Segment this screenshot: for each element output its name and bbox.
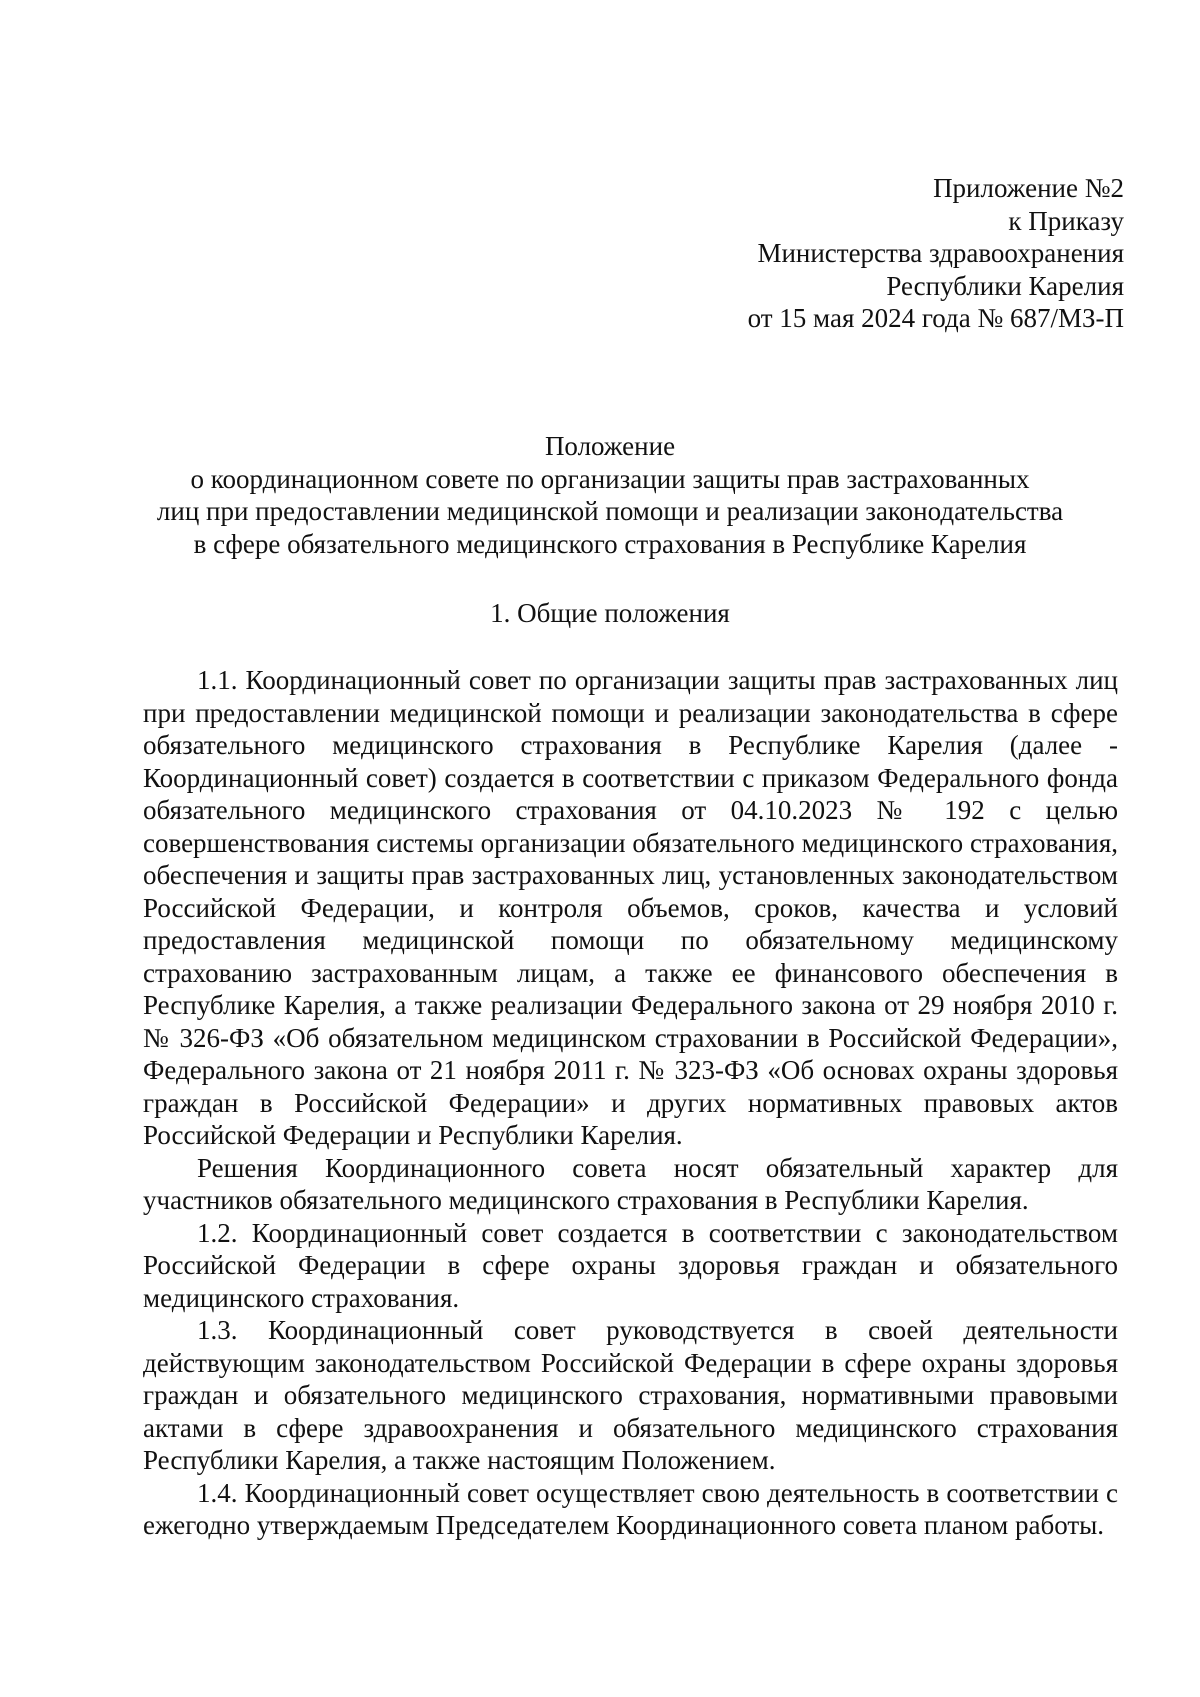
title-line-2: о координационном совете по организации защиты прав застрахованных	[190, 463, 1030, 494]
appendix-region: Республики Карелия	[886, 270, 1124, 301]
appendix-number: Приложение №2	[933, 173, 1124, 203]
appendix-date-number: от 15 мая 2024 года № 687/МЗ-П	[747, 303, 1124, 333]
title-line-3: лиц при предоставлении медицинской помощи и реализации законодательства	[156, 496, 1064, 526]
paragraph-1-4: 1.4. Координационный совет осуществляет свою деятельность в соответствии с ежегодно утверждаемым Председателем Координационного совета планом работы.	[143, 1477, 1118, 1540]
appendix-ministry: Министерства здравоохранения	[757, 238, 1124, 268]
appendix-block	[504, 172, 1124, 335]
paragraph-1-2: 1.2. Координационный совет создается в соответствии с законодательством Российской Федерации в сфере охраны здоровья граждан и обязательного медицинского страхования.	[143, 1217, 1118, 1313]
document-title	[100, 430, 1120, 560]
section-heading: 1. Общие положения	[490, 598, 730, 628]
appendix-order-ref: к Приказу	[1008, 205, 1124, 236]
paragraph-1-1-decisions: Решения Координационного совета носят обязательный характер для участников обязательного медицинского страхования в Республики Карелия.	[143, 1152, 1118, 1215]
title-line-4: в сфере обязательного медицинского страхования в Республике Карелия	[193, 528, 1027, 559]
paragraph-1-1: 1.1. Координационный совет по организации защиты прав застрахованных лиц при предоставлении медицинской помощи и реализации законодательства в сфере обязательного медицинского страхования в Республике Карелия (далее - Координационный совет) создается в соответствии с приказом Федерального фонда обязательного медицинского страхования от 04.10.2023 № 192 с целью совершенствования системы организации обязательного медицинского страхования, обеспечения и защиты прав застрахованных лиц, установленных законодательством Российской Федерации, и контроля объемов, сроков, качества и условий предоставления медицинской помощи по обязательному медицинскому страхованию застрахованным лицам, а также ее финансового обеспечения в Республике Карелия, а также реализации Федерального закона от 29 ноября 2010 г. № 326-ФЗ «Об обязательном медицинском страховании в Российской Федерации», Федерального закона от 21 ноября 2011 г. № 323-ФЗ «Об основах охраны здоровья граждан в Российской Федерации» и других нормативных правовых актов Российской Федерации и Республики Карелия.	[143, 665, 1118, 1150]
paragraph-1-3: 1.3. Координационный совет руководствуется в своей деятельности действующим законодательством Российской Федерации в сфере охраны здоровья граждан и обязательного медицинского страхования, нормативными правовыми актами в сфере здравоохранения и обязательного медицинского страхования Республики Карелия, а также настоящим Положением.	[143, 1315, 1118, 1475]
title-line-1: Положение	[544, 431, 676, 461]
section-body	[143, 664, 1118, 1542]
